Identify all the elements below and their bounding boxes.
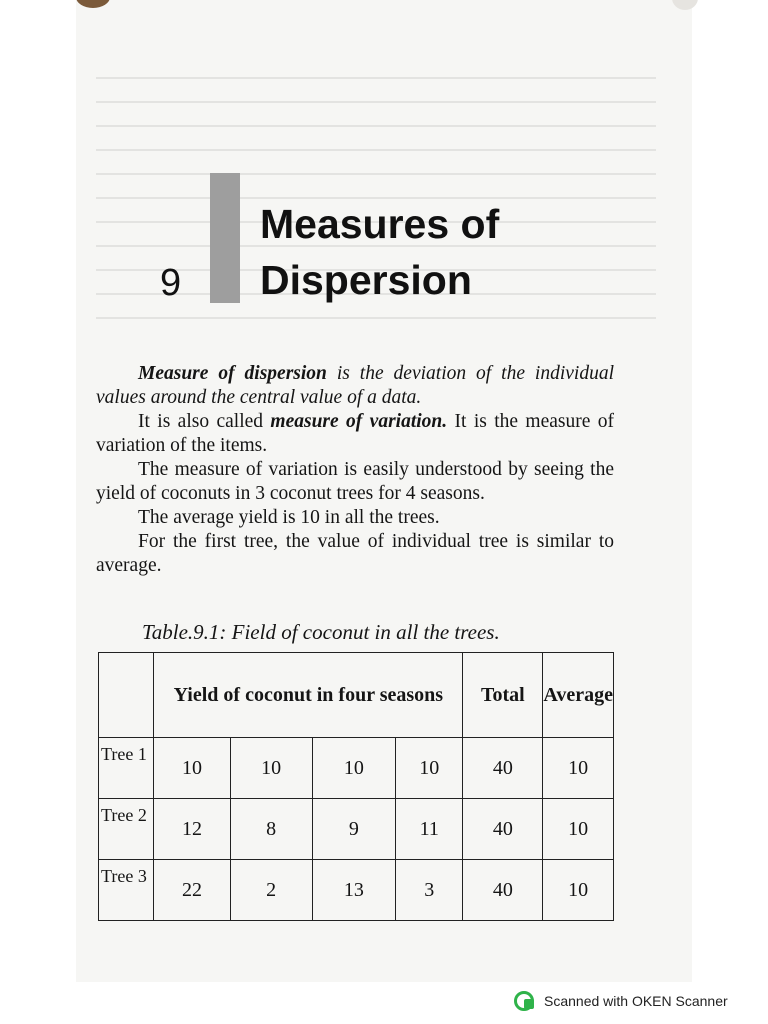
chapter-title [260,196,680,308]
paragraph-2 [96,410,614,458]
table-caption: Table.9.1: Field of coconut in all the trees. [142,620,500,644]
definition-paragraph [96,362,614,410]
body-text [96,362,614,578]
definition-text: is the deviation of the individual values around the central value of a data. [96,363,614,408]
table-row [99,799,614,860]
variation-term: measure of variation. [270,411,448,432]
season-value: 12 [154,799,230,860]
chapter-marker-bar [210,173,240,303]
season-value: 3 [396,860,463,921]
header-blank-cell [99,653,154,738]
paragraph-5: For the first tree, the value of individual tree is similar to average. [96,531,614,576]
table-row [99,738,614,799]
tree-label: Tree 2 [99,799,154,860]
season-value: 8 [230,799,312,860]
season-value: 2 [230,860,312,921]
average-value: 10 [543,738,614,799]
paragraph-2-end: It is the measure of variation of the items. [96,411,614,456]
season-value: 10 [396,738,463,799]
average-value: 10 [543,860,614,921]
season-value: 10 [312,738,396,799]
paragraph-2-start: It is also called [138,411,271,432]
total-value: 40 [463,738,543,799]
book-page [76,0,692,982]
table-row [99,860,614,921]
season-value: 22 [154,860,230,921]
chapter-number: 9 [160,262,182,304]
definition-term: Measure of dispersion [138,363,327,384]
scanner-watermark [514,990,728,1012]
paragraph-4: The average yield is 10 in all the trees. [138,507,440,528]
average-value: 10 [543,799,614,860]
scan-border [0,0,76,985]
header-average: Average [543,653,614,738]
scanner-text: Scanned with OKEN Scanner [544,993,728,1009]
table-header-row [99,653,614,738]
season-value: 13 [312,860,396,921]
paragraph-3: The measure of variation is easily understood by seeing the yield of coconuts in 3 coconut trees for 4 seasons. [96,459,614,504]
season-value: 9 [312,799,396,860]
header-yield: Yield of coconut in four seasons [154,653,463,738]
total-value: 40 [463,799,543,860]
coconut-yield-table [98,652,614,921]
header-total: Total [463,653,543,738]
tree-label: Tree 3 [99,860,154,921]
tree-label: Tree 1 [99,738,154,799]
chapter-title-line2: Dispersion [260,257,472,303]
season-value: 10 [230,738,312,799]
total-value: 40 [463,860,543,921]
season-value: 11 [396,799,463,860]
season-value: 10 [154,738,230,799]
oken-scanner-logo-icon [514,990,536,1012]
chapter-title-line1: Measures of [260,201,500,247]
